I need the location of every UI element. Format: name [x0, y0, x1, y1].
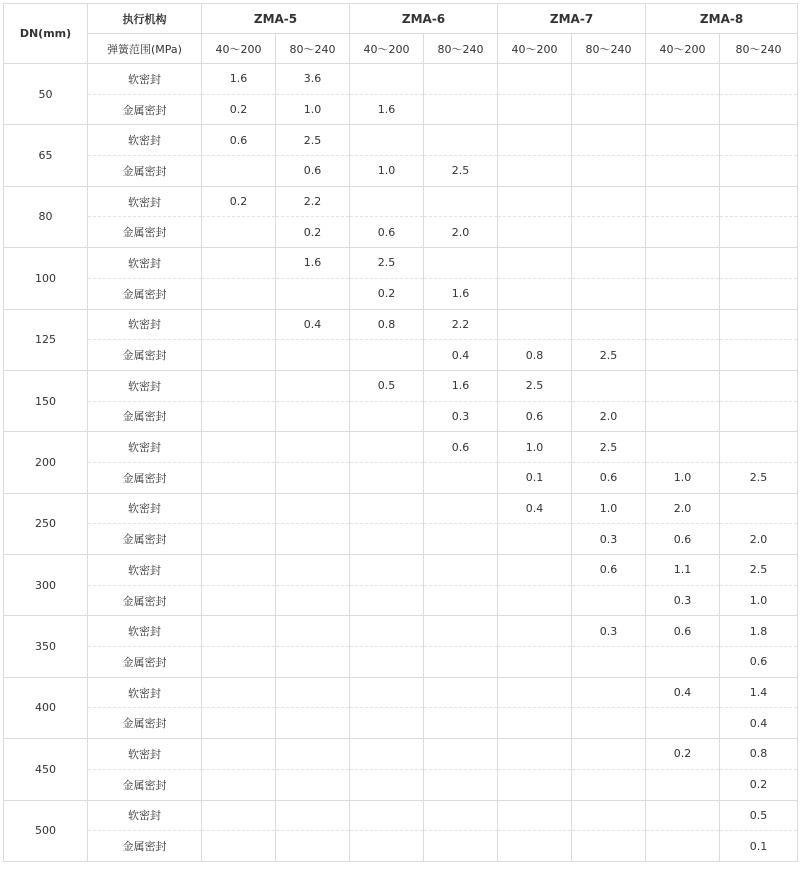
- pressure-value: [572, 186, 646, 217]
- pressure-value: [720, 493, 798, 524]
- pressure-value: [276, 616, 350, 647]
- pressure-value: [350, 462, 424, 493]
- pressure-value: [202, 555, 276, 586]
- seal-type-metal: 金属密封: [88, 831, 202, 862]
- pressure-value: 0.6: [498, 401, 572, 432]
- pressure-value: [276, 340, 350, 371]
- pressure-value: [350, 769, 424, 800]
- pressure-value: 0.2: [202, 186, 276, 217]
- dn-value: 65: [4, 125, 88, 186]
- pressure-value: [646, 125, 720, 156]
- pressure-value: 0.1: [498, 462, 572, 493]
- pressure-value: [646, 401, 720, 432]
- pressure-value: [498, 616, 572, 647]
- pressure-value: [720, 156, 798, 187]
- pressure-value: 0.6: [572, 462, 646, 493]
- pressure-value: 0.2: [276, 217, 350, 248]
- table-row-soft-seal: [4, 493, 798, 524]
- pressure-value: 1.0: [498, 432, 572, 463]
- seal-type-soft: 软密封: [88, 677, 202, 708]
- pressure-value: [646, 800, 720, 831]
- pressure-value: [572, 739, 646, 770]
- pressure-value: 2.5: [572, 432, 646, 463]
- pressure-value: 0.3: [572, 616, 646, 647]
- pressure-value: [202, 677, 276, 708]
- spring-range-header: 弹簧范围(MPa): [88, 34, 202, 64]
- seal-type-metal: 金属密封: [88, 585, 202, 616]
- pressure-value: [498, 769, 572, 800]
- seal-type-metal: 金属密封: [88, 340, 202, 371]
- table-row-metal-seal: [4, 156, 798, 187]
- pressure-value: [424, 186, 498, 217]
- pressure-value: 0.2: [720, 769, 798, 800]
- pressure-value: [720, 340, 798, 371]
- pressure-value: [498, 555, 572, 586]
- pressure-value: 0.2: [350, 278, 424, 309]
- dn-value: 100: [4, 248, 88, 309]
- pressure-value: 2.0: [720, 524, 798, 555]
- pressure-value: [202, 217, 276, 248]
- pressure-value: [276, 370, 350, 401]
- pressure-value: [350, 524, 424, 555]
- pressure-value: [572, 217, 646, 248]
- pressure-value: [202, 432, 276, 463]
- pressure-value: [572, 278, 646, 309]
- pressure-value: 1.6: [202, 64, 276, 95]
- pressure-value: [646, 647, 720, 678]
- pressure-value: 2.2: [276, 186, 350, 217]
- pressure-value: [202, 800, 276, 831]
- range-header: 80～240: [276, 34, 350, 64]
- pressure-value: 0.4: [276, 309, 350, 340]
- pressure-value: [424, 64, 498, 95]
- seal-type-metal: 金属密封: [88, 217, 202, 248]
- pressure-value: 2.5: [498, 370, 572, 401]
- pressure-value: [572, 156, 646, 187]
- pressure-value: [646, 370, 720, 401]
- pressure-value: [498, 585, 572, 616]
- pressure-value: [498, 739, 572, 770]
- pressure-value: 1.0: [350, 156, 424, 187]
- pressure-value: [276, 401, 350, 432]
- pressure-value: [720, 64, 798, 95]
- range-header: 40～200: [498, 34, 572, 64]
- range-header: 40～200: [202, 34, 276, 64]
- table-row-metal-seal: [4, 831, 798, 862]
- pressure-value: [646, 278, 720, 309]
- model-header: ZMA-5: [202, 4, 350, 34]
- dn-value: 350: [4, 616, 88, 677]
- pressure-value: [498, 125, 572, 156]
- seal-type-soft: 软密封: [88, 370, 202, 401]
- table-row-soft-seal: [4, 616, 798, 647]
- pressure-value: 1.6: [276, 248, 350, 279]
- seal-type-soft: 软密封: [88, 432, 202, 463]
- pressure-value: [646, 340, 720, 371]
- pressure-value: [572, 125, 646, 156]
- pressure-value: 1.1: [646, 555, 720, 586]
- pressure-value: [498, 708, 572, 739]
- table-row-soft-seal: [4, 800, 798, 831]
- pressure-value: 0.6: [720, 647, 798, 678]
- pressure-value: [424, 739, 498, 770]
- dn-value: 200: [4, 432, 88, 493]
- seal-type-soft: 软密封: [88, 64, 202, 95]
- pressure-value: [572, 94, 646, 125]
- seal-type-metal: 金属密封: [88, 524, 202, 555]
- pressure-value: [498, 186, 572, 217]
- pressure-value: [350, 708, 424, 739]
- pressure-value: [276, 524, 350, 555]
- pressure-value: [350, 64, 424, 95]
- pressure-value: [424, 248, 498, 279]
- pressure-value: 0.5: [350, 370, 424, 401]
- pressure-value: 0.2: [646, 739, 720, 770]
- pressure-value: 2.2: [424, 309, 498, 340]
- pressure-value: [276, 462, 350, 493]
- seal-type-metal: 金属密封: [88, 156, 202, 187]
- pressure-value: [424, 800, 498, 831]
- pressure-value: [276, 647, 350, 678]
- pressure-value: [202, 493, 276, 524]
- pressure-value: [720, 370, 798, 401]
- pressure-value: [202, 370, 276, 401]
- pressure-value: [646, 186, 720, 217]
- pressure-value: [498, 677, 572, 708]
- pressure-value: [720, 278, 798, 309]
- seal-type-metal: 金属密封: [88, 462, 202, 493]
- seal-type-metal: 金属密封: [88, 278, 202, 309]
- pressure-value: [276, 677, 350, 708]
- seal-type-soft: 软密封: [88, 739, 202, 770]
- pressure-value: [424, 462, 498, 493]
- pressure-value: [646, 64, 720, 95]
- table-row-metal-seal: [4, 585, 798, 616]
- pressure-value: 1.6: [424, 278, 498, 309]
- pressure-value: [646, 309, 720, 340]
- pressure-value: [498, 156, 572, 187]
- pressure-value: 2.5: [720, 462, 798, 493]
- pressure-value: [498, 248, 572, 279]
- dn-value: 150: [4, 370, 88, 431]
- pressure-value: [424, 493, 498, 524]
- pressure-value: [646, 831, 720, 862]
- range-header: 80～240: [572, 34, 646, 64]
- pressure-value: [498, 278, 572, 309]
- seal-type-soft: 软密封: [88, 800, 202, 831]
- pressure-value: 1.6: [424, 370, 498, 401]
- seal-type-soft: 软密封: [88, 125, 202, 156]
- actuator-header: 执行机构: [88, 4, 202, 34]
- pressure-value: 0.3: [646, 585, 720, 616]
- pressure-value: [424, 647, 498, 678]
- pressure-value: 0.4: [720, 708, 798, 739]
- pressure-value: [572, 769, 646, 800]
- pressure-value: 2.5: [572, 340, 646, 371]
- pressure-value: [646, 432, 720, 463]
- pressure-value: 0.1: [720, 831, 798, 862]
- pressure-value: [350, 125, 424, 156]
- dn-value: 400: [4, 677, 88, 738]
- pressure-value: [646, 156, 720, 187]
- table-row-soft-seal: [4, 248, 798, 279]
- pressure-value: [572, 677, 646, 708]
- pressure-value: 0.4: [424, 340, 498, 371]
- pressure-value: [498, 64, 572, 95]
- pressure-value: [646, 708, 720, 739]
- pressure-value: [276, 831, 350, 862]
- dn-value: 50: [4, 64, 88, 125]
- pressure-value: [720, 309, 798, 340]
- pressure-value: 0.6: [276, 156, 350, 187]
- pressure-value: [350, 493, 424, 524]
- pressure-value: [424, 555, 498, 586]
- model-header: ZMA-6: [350, 4, 498, 34]
- pressure-value: [350, 555, 424, 586]
- table-row-soft-seal: [4, 370, 798, 401]
- pressure-value: [720, 125, 798, 156]
- dn-value: 80: [4, 186, 88, 247]
- range-header: 80～240: [720, 34, 798, 64]
- pressure-value: [276, 708, 350, 739]
- pressure-value: [424, 769, 498, 800]
- pressure-value: [202, 401, 276, 432]
- pressure-value: [498, 831, 572, 862]
- pressure-value: [202, 340, 276, 371]
- pressure-value: 0.8: [350, 309, 424, 340]
- pressure-value: 2.0: [646, 493, 720, 524]
- pressure-value: [646, 217, 720, 248]
- pressure-value: [350, 800, 424, 831]
- pressure-value: 0.4: [498, 493, 572, 524]
- pressure-value: 0.2: [202, 94, 276, 125]
- pressure-value: [424, 677, 498, 708]
- table-row-metal-seal: [4, 647, 798, 678]
- pressure-value: [202, 309, 276, 340]
- pressure-value: 2.5: [424, 156, 498, 187]
- pressure-value: 3.6: [276, 64, 350, 95]
- range-header: 40～200: [350, 34, 424, 64]
- pressure-value: [202, 708, 276, 739]
- range-header: 40～200: [646, 34, 720, 64]
- pressure-value: [498, 217, 572, 248]
- pressure-value: [720, 217, 798, 248]
- pressure-value: [424, 831, 498, 862]
- pressure-value: [202, 616, 276, 647]
- pressure-value: 1.4: [720, 677, 798, 708]
- table-row-metal-seal: [4, 278, 798, 309]
- pressure-value: [498, 309, 572, 340]
- table-row-soft-seal: [4, 64, 798, 95]
- pressure-value: 0.6: [646, 524, 720, 555]
- pressure-value: [350, 647, 424, 678]
- dn-value: 450: [4, 739, 88, 800]
- pressure-value: 0.8: [720, 739, 798, 770]
- pressure-value: [646, 769, 720, 800]
- table-row-soft-seal: [4, 186, 798, 217]
- table-row-metal-seal: [4, 462, 798, 493]
- seal-type-metal: 金属密封: [88, 401, 202, 432]
- pressure-value: [720, 401, 798, 432]
- pressure-value: [276, 278, 350, 309]
- table-row-soft-seal: [4, 739, 798, 770]
- pressure-value: [202, 462, 276, 493]
- pressure-value: [572, 309, 646, 340]
- pressure-value: [498, 647, 572, 678]
- seal-type-soft: 软密封: [88, 248, 202, 279]
- pressure-value: [276, 493, 350, 524]
- pressure-value: [202, 524, 276, 555]
- pressure-value: [350, 401, 424, 432]
- pressure-value: 1.8: [720, 616, 798, 647]
- dn-value: 125: [4, 309, 88, 370]
- seal-type-metal: 金属密封: [88, 647, 202, 678]
- pressure-value: [202, 156, 276, 187]
- dn-header: DN(mm): [4, 4, 88, 64]
- pressure-value: [646, 248, 720, 279]
- pressure-value: [646, 94, 720, 125]
- pressure-value: [572, 248, 646, 279]
- pressure-value: [572, 585, 646, 616]
- pressure-value: [424, 524, 498, 555]
- pressure-value: [424, 585, 498, 616]
- pressure-value: 1.0: [276, 94, 350, 125]
- seal-type-soft: 软密封: [88, 309, 202, 340]
- seal-type-soft: 软密封: [88, 616, 202, 647]
- pressure-value: [350, 585, 424, 616]
- pressure-value: 1.0: [720, 585, 798, 616]
- pressure-value: [424, 708, 498, 739]
- model-header: ZMA-8: [646, 4, 798, 34]
- seal-type-soft: 软密封: [88, 493, 202, 524]
- seal-type-soft: 软密封: [88, 555, 202, 586]
- pressure-value: 2.5: [276, 125, 350, 156]
- pressure-value: [350, 186, 424, 217]
- pressure-value: 1.0: [572, 493, 646, 524]
- pressure-value: [276, 769, 350, 800]
- pressure-value: [276, 432, 350, 463]
- pressure-value: [276, 555, 350, 586]
- pressure-value: [350, 616, 424, 647]
- pressure-value: 0.6: [350, 217, 424, 248]
- table-row-metal-seal: [4, 708, 798, 739]
- dn-value: 250: [4, 493, 88, 554]
- pressure-value: [572, 708, 646, 739]
- header-row-ranges: [4, 34, 798, 64]
- pressure-value: [572, 370, 646, 401]
- pressure-value: 1.6: [350, 94, 424, 125]
- pressure-value: [424, 125, 498, 156]
- dn-value: 300: [4, 555, 88, 616]
- pressure-value: [202, 585, 276, 616]
- seal-type-metal: 金属密封: [88, 94, 202, 125]
- table-row-metal-seal: [4, 524, 798, 555]
- pressure-value: 2.0: [424, 217, 498, 248]
- pressure-value: [202, 278, 276, 309]
- pressure-value: [424, 616, 498, 647]
- pressure-value: 0.6: [646, 616, 720, 647]
- table-row-metal-seal: [4, 94, 798, 125]
- pressure-value: 0.6: [202, 125, 276, 156]
- pressure-value: [720, 248, 798, 279]
- pressure-value: [572, 64, 646, 95]
- pressure-value: [202, 739, 276, 770]
- model-header: ZMA-7: [498, 4, 646, 34]
- seal-type-soft: 软密封: [88, 186, 202, 217]
- pressure-value: [720, 432, 798, 463]
- pressure-value: [498, 800, 572, 831]
- pressure-value: [350, 677, 424, 708]
- table-row-soft-seal: [4, 309, 798, 340]
- pressure-value: 0.8: [498, 340, 572, 371]
- pressure-value: 0.5: [720, 800, 798, 831]
- pressure-value: [202, 831, 276, 862]
- pressure-value: [498, 524, 572, 555]
- pressure-value: [424, 94, 498, 125]
- pressure-value: [350, 831, 424, 862]
- pressure-value: 0.4: [646, 677, 720, 708]
- seal-type-metal: 金属密封: [88, 708, 202, 739]
- table-row-soft-seal: [4, 555, 798, 586]
- pressure-value: [720, 186, 798, 217]
- pressure-value: [202, 647, 276, 678]
- pressure-value: [202, 248, 276, 279]
- pressure-value: [720, 94, 798, 125]
- pressure-value: [350, 739, 424, 770]
- pressure-value: 0.3: [572, 524, 646, 555]
- pressure-value: [202, 769, 276, 800]
- pressure-value: [572, 831, 646, 862]
- pressure-value: 0.6: [572, 555, 646, 586]
- pressure-table: [3, 3, 798, 862]
- table-row-metal-seal: [4, 401, 798, 432]
- pressure-value: [276, 585, 350, 616]
- table-row-metal-seal: [4, 217, 798, 248]
- pressure-value: [572, 647, 646, 678]
- pressure-value: 2.5: [720, 555, 798, 586]
- pressure-value: 1.0: [646, 462, 720, 493]
- header-row-models: [4, 4, 798, 34]
- pressure-value: [276, 800, 350, 831]
- table-row-soft-seal: [4, 125, 798, 156]
- pressure-value: 0.3: [424, 401, 498, 432]
- seal-type-metal: 金属密封: [88, 769, 202, 800]
- dn-value: 500: [4, 800, 88, 861]
- table-row-soft-seal: [4, 432, 798, 463]
- range-header: 80～240: [424, 34, 498, 64]
- table-row-metal-seal: [4, 340, 798, 371]
- table-row-soft-seal: [4, 677, 798, 708]
- table-row-metal-seal: [4, 769, 798, 800]
- pressure-value: [350, 432, 424, 463]
- pressure-value: [572, 800, 646, 831]
- pressure-value: [498, 94, 572, 125]
- pressure-value: [276, 739, 350, 770]
- pressure-value: [350, 340, 424, 371]
- pressure-value: 2.0: [572, 401, 646, 432]
- pressure-value: 2.5: [350, 248, 424, 279]
- pressure-value: 0.6: [424, 432, 498, 463]
